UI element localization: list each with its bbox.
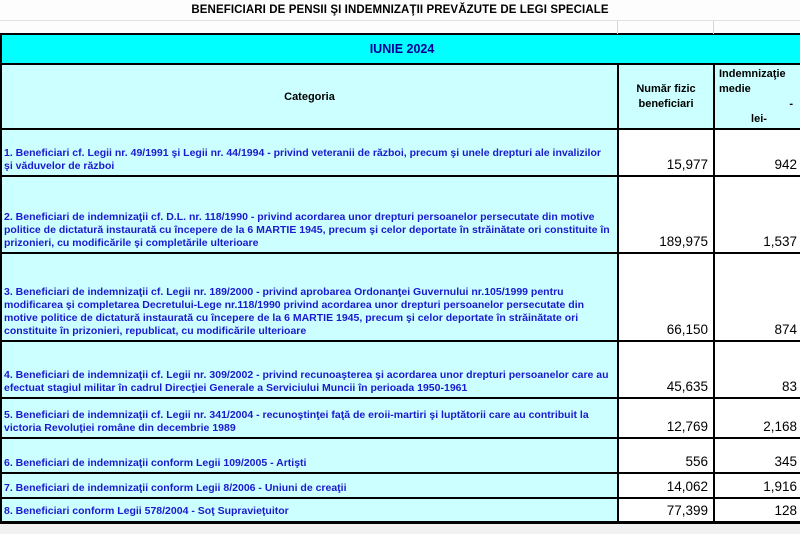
column-header-beneficiaries[interactable] xyxy=(618,64,714,129)
category-cell[interactable]: 7. Beneficiari de indemnizaţii conform Legii 8/2006 - Uniuni de creaţii xyxy=(1,473,618,498)
table-row xyxy=(1,253,800,341)
category-cell[interactable]: 5. Beneficiari de indemnizaţii cf. Legii nr. 341/2004 - recunoştinţei faţă de eroii-martiri şi luptătorii care au contribuit la victoria Revoluţiei române din decembrie 1989 xyxy=(1,398,618,438)
average-cell[interactable]: 942 xyxy=(714,129,800,176)
gridline xyxy=(713,21,714,34)
average-cell[interactable]: 128 xyxy=(714,498,800,522)
header-count-line2: beneficiari xyxy=(638,97,694,110)
beneficiaries-cell[interactable]: 556 xyxy=(618,438,714,473)
beneficiaries-cell[interactable]: 45,635 xyxy=(618,341,714,398)
table-row xyxy=(1,438,800,473)
beneficiaries-cell[interactable]: 189,975 xyxy=(618,176,714,253)
period-banner-cell[interactable]: IUNIE 2024 xyxy=(1,34,800,64)
beneficiaries-cell[interactable]: 77,399 xyxy=(618,498,714,522)
header-avg-unit: lei- xyxy=(751,112,767,125)
page-title: BENEFICIARI DE PENSII ŞI INDEMNIZAŢII PREVĂZUTE DE LEGI SPECIALE xyxy=(191,4,609,16)
category-cell[interactable]: 1. Beneficiari cf. Legii nr. 49/1991 şi Legii nr. 44/1994 - privind veteranii de război, precum şi unele drepturi ale invalizilor şi văduvelor de război xyxy=(1,129,618,176)
title-area xyxy=(0,0,800,33)
table-row xyxy=(1,176,800,253)
category-cell[interactable]: 4. Beneficiari de indemnizaţii cf. Legii nr. 309/2002 - privind recunoaşterea şi acordarea unor drepturi persoanelor care au efectuat stagiul militar în cadrul Direcţiei Generale a Serviciului Muncii în perioada 1950-1961 xyxy=(1,341,618,398)
beneficiaries-cell[interactable]: 14,062 xyxy=(618,473,714,498)
table-row xyxy=(1,473,800,498)
table-row xyxy=(1,129,800,176)
average-cell[interactable]: 1,537 xyxy=(714,176,800,253)
header-row xyxy=(1,64,800,129)
table-row xyxy=(1,398,800,438)
header-count-line1: Număr fizic xyxy=(636,82,696,95)
category-cell[interactable]: 6. Beneficiari de indemnizaţii conform Legii 109/2005 - Artişti xyxy=(1,438,618,473)
table-row xyxy=(1,341,800,398)
category-cell[interactable]: 2. Beneficiari de indemnizaţii cf. D.L. nr. 118/1990 - privind acordarea unor drepturi persoanelor persecutate din motive politice de dictatură instaurată cu începere de la 6 MARTIE 1945, precum şi celor deportate în străinătate ori constituite în prizonieri, cu modificările şi completările ulterioare xyxy=(1,176,618,253)
column-header-average[interactable] xyxy=(714,64,800,129)
empty-grid-row xyxy=(0,20,800,34)
beneficiaries-cell[interactable]: 12,769 xyxy=(618,398,714,438)
table-row xyxy=(1,498,800,522)
beneficiaries-table xyxy=(0,33,800,524)
average-cell[interactable]: 1,916 xyxy=(714,473,800,498)
beneficiaries-cell[interactable]: 66,150 xyxy=(618,253,714,341)
beneficiaries-cell[interactable]: 15,977 xyxy=(618,129,714,176)
header-avg-dash: - xyxy=(789,97,793,110)
header-avg-line1: Indemnizaţie medie xyxy=(719,68,786,95)
average-cell[interactable]: 2,168 xyxy=(714,398,800,438)
category-cell[interactable]: 3. Beneficiari de indemnizaţii cf. Legii nr. 189/2000 - privind aprobarea Ordonanţei Guvernului nr.105/1999 pentru modificarea şi completarea Decretului-Lege nr.118/1990 privind acordarea unor drepturi persoanelor persecutate din motive politice de dictatură instaurată cu începere de la 6 MARTIE 1945, precum şi celor deportate în străinătate ori constituite în prizonieri, republicat, cu modificările ulterioare xyxy=(1,253,618,341)
average-cell[interactable]: 345 xyxy=(714,438,800,473)
column-header-category[interactable]: Categoria xyxy=(1,64,618,129)
period-row xyxy=(1,34,800,64)
average-cell[interactable]: 83 xyxy=(714,341,800,398)
category-cell[interactable]: 8. Beneficiari conform Legii 578/2004 - Soţ Supravieţuitor xyxy=(1,498,618,522)
gridline xyxy=(617,21,618,34)
average-cell[interactable]: 874 xyxy=(714,253,800,341)
